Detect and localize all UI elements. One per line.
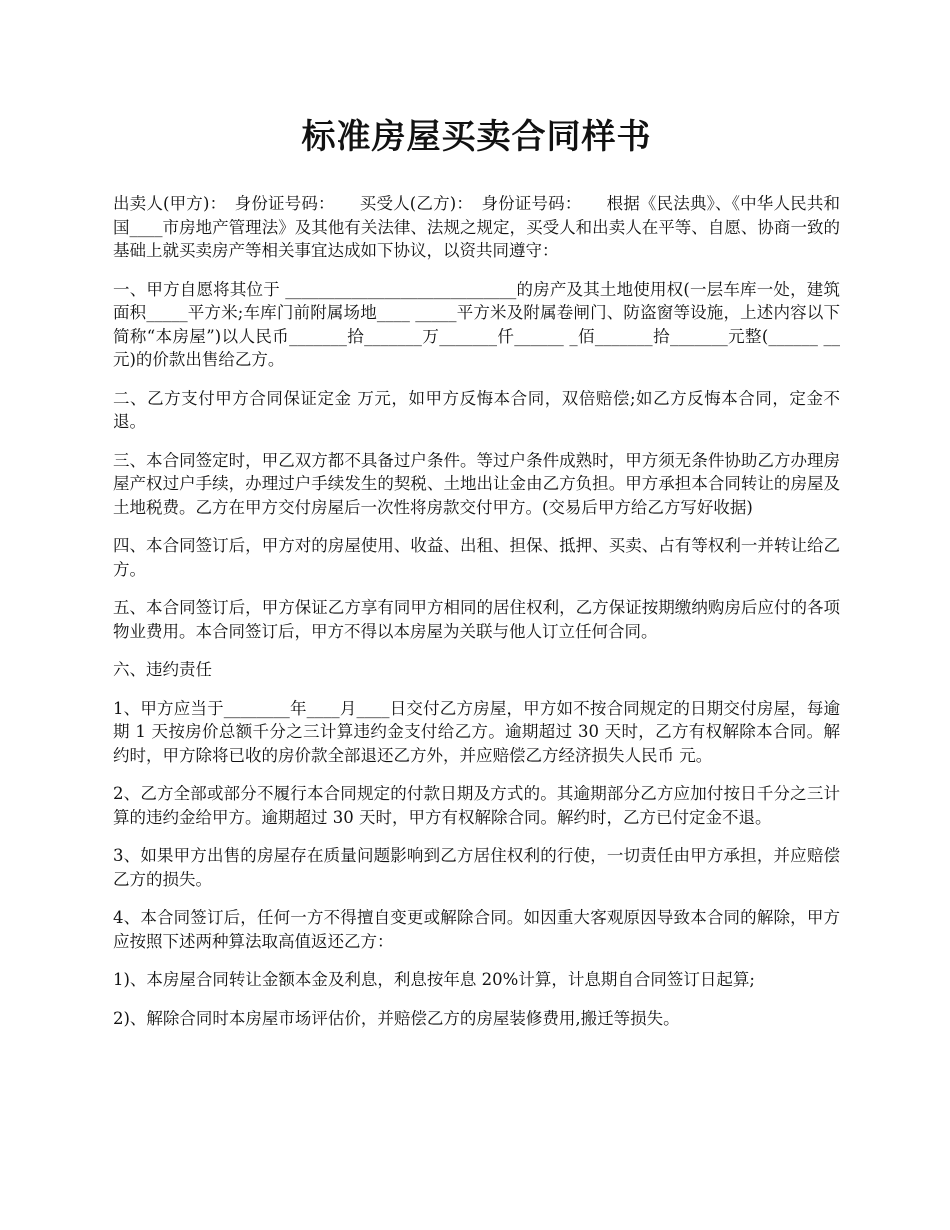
clause-4-paragraph: 四、本合同签订后，甲方对的房屋使用、收益、出租、担保、抵押、买卖、占有等权利一并转让给乙方。	[113, 536, 840, 579]
liability-item-2: 2、乙方全部或部分不履行本合同规定的付款日期及方式的。其逾期部分乙方应加付按日千分之三计算的违约金给甲方。逾期超过 30 天时，甲方有权解除合同。解约时，乙方已付定金不退。	[113, 784, 840, 827]
liability-item-3: 3、如果甲方出售的房屋存在质量问题影响到乙方居住权利的行使，一切责任由甲方承担，并应赔偿乙方的损失。	[113, 846, 840, 889]
refund-method-2: 2)、解除合同时本房屋市场评估价，并赔偿乙方的房屋装修费用,搬迁等损失。	[113, 1008, 680, 1028]
clause-2-paragraph: 二、乙方支付甲方合同保证定金 万元，如甲方反悔本合同，双倍赔偿;如乙方反悔本合同，定金不退。	[113, 388, 840, 431]
liability-item-4: 4、本合同签订后，任何一方不得擅自变更或解除合同。如因重大客观原因导致本合同的解除，甲方应按照下述两种算法取高值返还乙方：	[113, 908, 840, 951]
liability-item-1: 1、甲方应当于________年____月____日交付乙方房屋，甲方如不按合同规定的日期交付房屋，每逾期 1 天按房价总额千分之三计算违约金支付给乙方。逾期超过 30 天时，乙方有权解除本合同。解约时，甲方除将已收的房价款全部退还乙方外，并应赔偿乙方经济损失人民币 元。	[113, 698, 840, 765]
clause-1-paragraph: 一、甲方自愿将其位于 ____________________________的房产及其土地使用权(一层车库一处，建筑面积_____平方米;车库门前附属场地____ _____平方米及附属卷闸门、防盗窗等设施，上述内容以下简称“本房屋”)以人民币_______拾_______万_______仟______ _佰_______拾_______元整(______ __ 元)的价款出售给乙方。	[113, 279, 840, 369]
document-page	[113, 112, 840, 1045]
clause-6-heading: 六、违约责任	[113, 660, 212, 679]
document-title: 标准房屋买卖合同样书	[301, 117, 652, 157]
preamble-paragraph: 出卖人(甲方)： 身份证号码： 买受人(乙方)： 身份证号码： 根据《民法典》、《中华人民共和国____市房地产管理法》及其他有关法律、法规之规定，买受人和出卖人在平等、自愿、协商一致的基础上就买卖房产等相关事宜达成如下协议，以资共同遵守：	[113, 194, 840, 260]
clause-5-paragraph: 五、本合同签订后，甲方保证乙方享有同甲方相同的居住权利，乙方保证按期缴纳购房后应付的各项物业费用。本合同签订后，甲方不得以本房屋为关联与他人订立任何合同。	[113, 598, 840, 641]
refund-method-1: 1)、本房屋合同转让金额本金及利息，利息按年息 20%计算，计息期自合同签订日起算;	[113, 970, 755, 989]
clause-3-paragraph: 三、本合同签定时，甲乙双方都不具备过户条件。等过户条件成熟时，甲方须无条件协助乙方办理房屋产权过户手续，办理过户手续发生的契税、土地出让金由乙方负担。甲方承担本合同转让的房屋及土地税费。乙方在甲方交付房屋后一次性将房款交付甲方。(交易后甲方给乙方写好收据)	[113, 450, 840, 517]
